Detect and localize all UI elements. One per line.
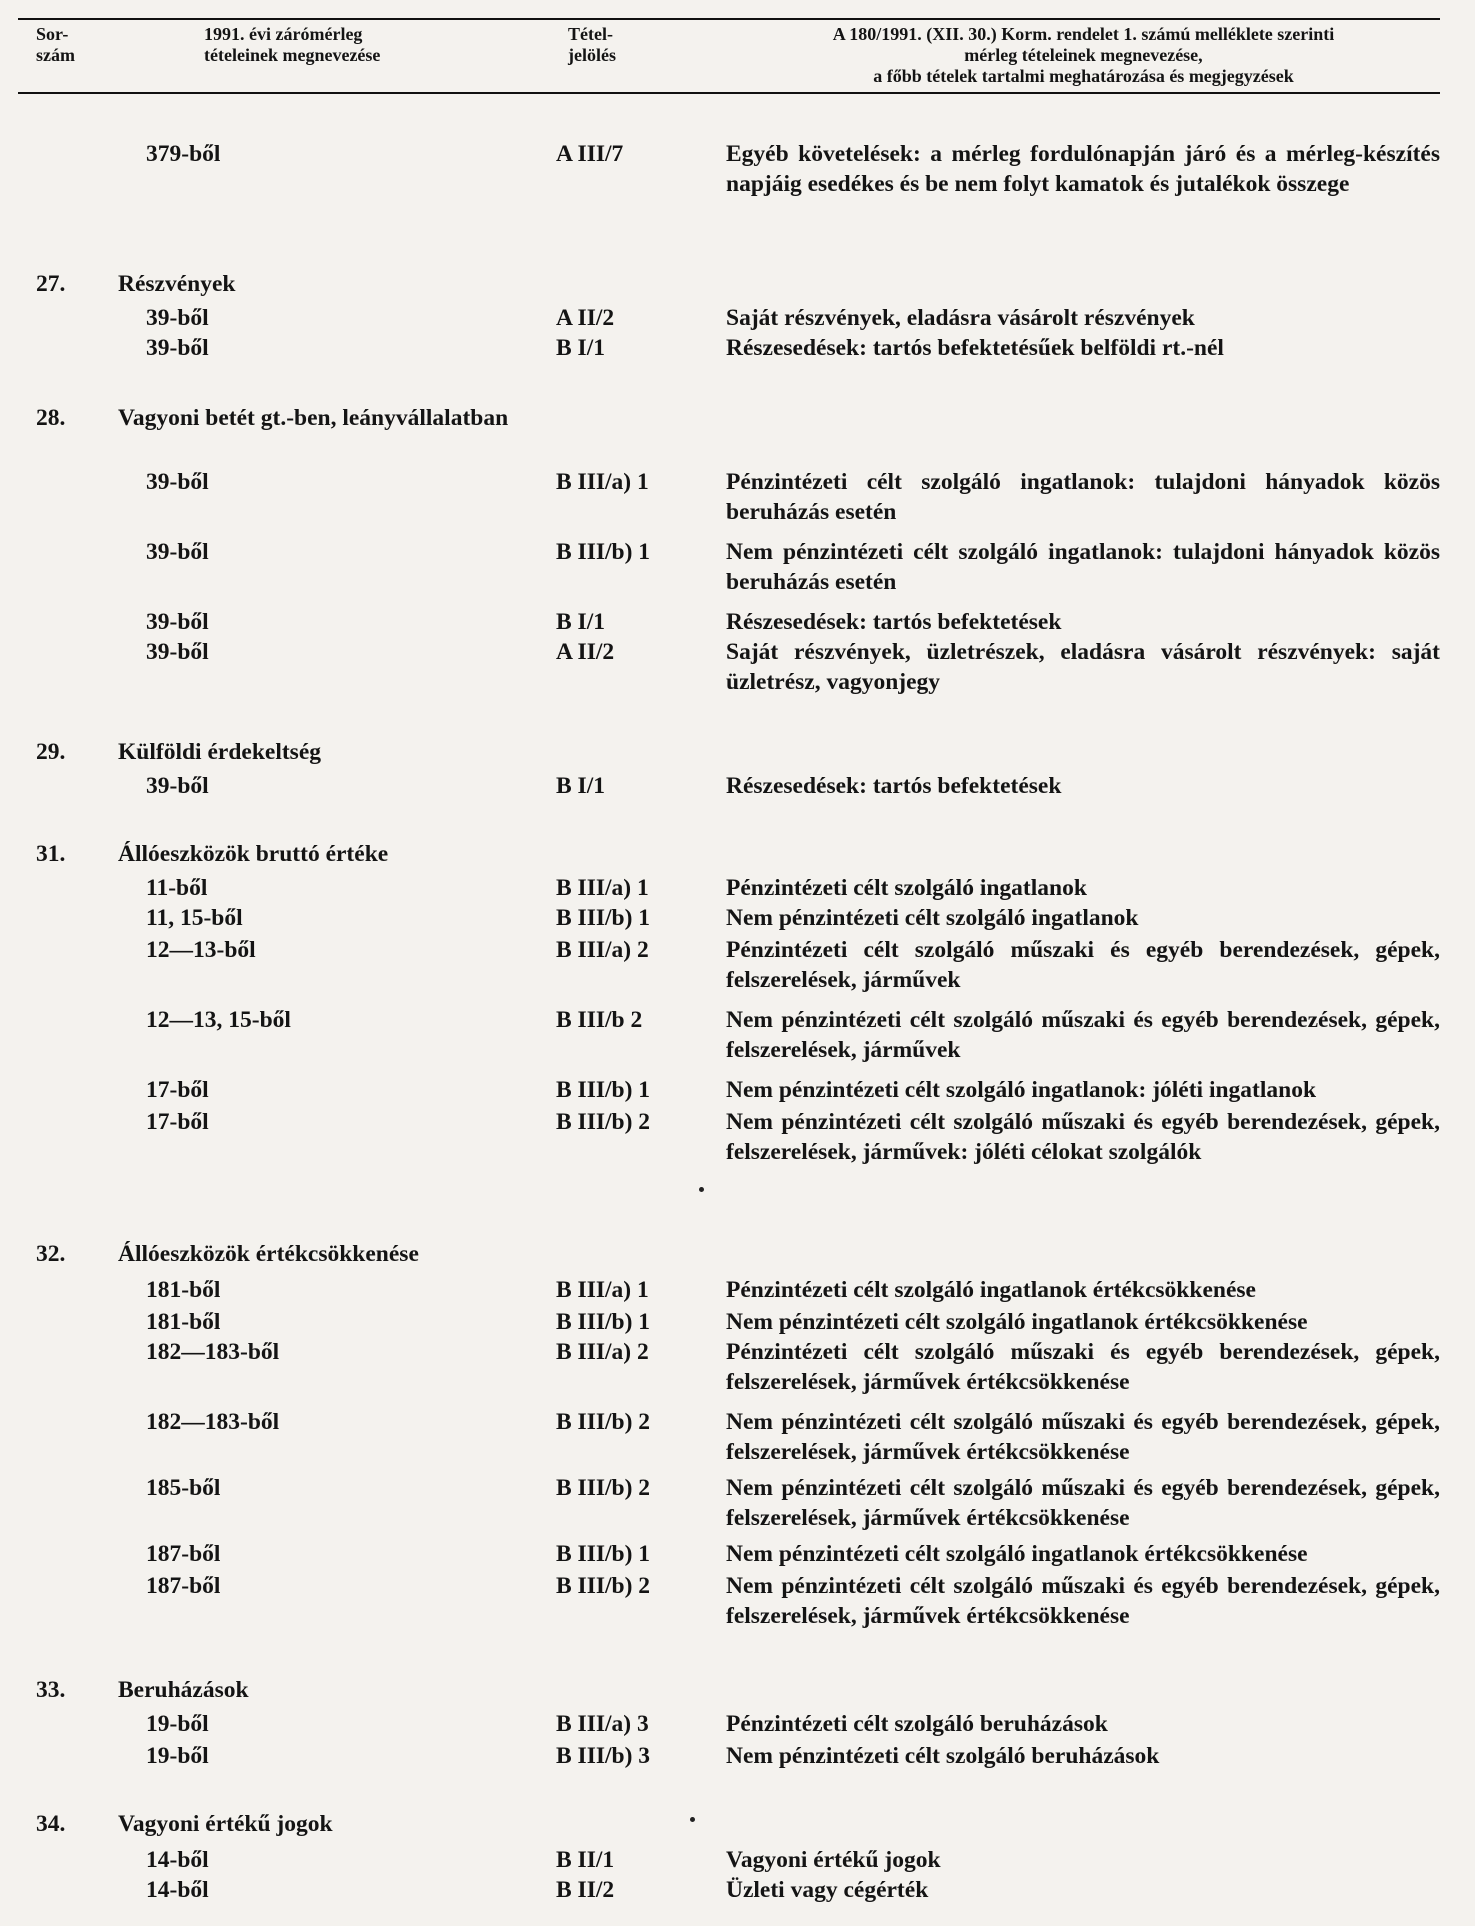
source-account: 12—13-ből	[146, 937, 256, 963]
section-title: Beruházások	[118, 1677, 249, 1703]
section-title: Állóeszközök bruttó értéke	[118, 841, 389, 867]
source-account: 14-ből	[146, 1847, 209, 1873]
item-description: Vagyoni értékű jogok	[726, 1847, 941, 1873]
source-account: 11, 15-ből	[146, 905, 243, 931]
source-account: 182—183-ből	[146, 1409, 280, 1435]
item-code: B III/a) 1	[556, 469, 649, 495]
item-description: Nem pénzintézeti célt szolgáló műszaki és egyéb berendezések, gépek, felszerelések, járművek értékcsökkenése	[726, 1475, 1440, 1531]
source-account: 39-ből	[146, 335, 209, 361]
header-col1-line1: Sor-	[36, 24, 69, 44]
section-title: Vagyoni értékű jogok	[118, 1811, 333, 1837]
item-description: Nem pénzintézeti célt szolgáló műszaki és egyéb berendezések, gépek, felszerelések, járművek értékcsökkenése	[726, 1409, 1440, 1465]
header-col4-line3: a főbb tételek tartalmi meghatározása és megjegyzések	[873, 66, 1294, 86]
item-description: Pénzintézeti célt szolgáló műszaki és egyéb berendezések, gépek, felszerelések, járművek	[726, 937, 1440, 993]
section-number: 32.	[36, 1241, 66, 1267]
item-code: B III/b) 1	[556, 539, 651, 565]
item-description: Saját részvények, eladásra vásárolt részvények	[726, 305, 1195, 331]
item-code: B III/b) 2	[556, 1409, 651, 1435]
section-title: Részvények	[118, 271, 236, 297]
item-code: B III/b) 2	[556, 1109, 651, 1135]
item-description: Nem pénzintézeti célt szolgáló ingatlanok: tulajdoni hányadok közös beruházás esetén	[726, 539, 1440, 595]
source-account: 19-ből	[146, 1711, 209, 1737]
source-account: 17-ből	[146, 1109, 209, 1135]
header-col2-line2: tételeinek megnevezése	[204, 45, 381, 65]
item-description: Üzleti vagy cégérték	[726, 1877, 929, 1903]
source-account: 17-ből	[146, 1077, 209, 1103]
item-code: B III/b) 1	[556, 905, 651, 931]
item-code: B I/1	[556, 609, 605, 635]
source-account: 39-ből	[146, 539, 209, 565]
item-description: Egyéb követelések: a mérleg fordulónapján járó és a mérleg-készítés napjáig esedékes és be nem folyt kamatok és jutalékok összege	[726, 141, 1440, 197]
item-description: Nem pénzintézeti célt szolgáló beruházások	[726, 1743, 1160, 1769]
section-title: Állóeszközök értékcsökkenése	[118, 1241, 419, 1267]
source-account: 14-ből	[146, 1877, 209, 1903]
header-serial-number	[36, 24, 146, 66]
item-code: B III/b) 3	[556, 1743, 651, 1769]
section-number: 27.	[36, 271, 66, 297]
item-code: B II/1	[556, 1847, 615, 1873]
item-code: B I/1	[556, 773, 605, 799]
item-code: B III/b) 2	[556, 1475, 651, 1501]
source-account: 182—183-ből	[146, 1339, 280, 1365]
item-description: Nem pénzintézeti célt szolgáló műszaki és egyéb berendezések, gépek, felszerelések, járművek értékcsökkenése	[726, 1573, 1440, 1629]
ink-speck	[690, 1817, 695, 1822]
source-account: 185-ből	[146, 1475, 221, 1501]
item-code: B III/a) 1	[556, 875, 649, 901]
item-description: Pénzintézeti célt szolgáló ingatlanok: tulajdoni hányadok közös beruházás esetén	[726, 469, 1440, 525]
item-description: Pénzintézeti célt szolgáló beruházások	[726, 1711, 1108, 1737]
item-code: B III/a) 2	[556, 937, 649, 963]
header-item-code	[568, 24, 708, 66]
item-description: Nem pénzintézeti célt szolgáló műszaki és egyéb berendezések, gépek, felszerelések, járművek	[726, 1007, 1440, 1063]
item-description: Részesedések: tartós befektetések	[726, 773, 1062, 799]
source-account: 181-ből	[146, 1309, 221, 1335]
source-account: 39-ből	[146, 773, 209, 799]
item-description: Pénzintézeti célt szolgáló műszaki és egyéb berendezések, gépek, felszerelések, járművek értékcsökkenése	[726, 1339, 1440, 1395]
item-description: Részesedések: tartós befektetésűek belföldi rt.-nél	[726, 335, 1224, 361]
section-number: 29.	[36, 739, 66, 765]
item-code: A II/2	[556, 305, 615, 331]
item-code: B I/1	[556, 335, 605, 361]
header-col2-line1: 1991. évi zárómérleg	[204, 24, 363, 44]
ink-speck	[699, 1187, 704, 1192]
header-item-name	[204, 24, 564, 66]
item-code: B II/2	[556, 1877, 615, 1903]
section-number: 33.	[36, 1677, 66, 1703]
source-account: 39-ből	[146, 469, 209, 495]
source-account: 187-ből	[146, 1541, 221, 1567]
item-code: B III/b) 1	[556, 1309, 651, 1335]
header-rule	[18, 92, 1440, 94]
item-description: Nem pénzintézeti célt szolgáló ingatlanok	[726, 905, 1139, 931]
item-description: Pénzintézeti célt szolgáló ingatlanok értékcsökkenése	[726, 1277, 1256, 1303]
item-code: B III/a) 2	[556, 1339, 649, 1365]
item-description: Nem pénzintézeti célt szolgáló műszaki és egyéb berendezések, gépek, felszerelések, járművek: jóléti célokat szolgálók	[726, 1109, 1440, 1165]
section-number: 31.	[36, 841, 66, 867]
item-description: Nem pénzintézeti célt szolgáló ingatlanok: jóléti ingatlanok	[726, 1077, 1317, 1103]
header-regulation	[726, 24, 1441, 87]
item-description: Pénzintézeti célt szolgáló ingatlanok	[726, 875, 1087, 901]
source-account: 379-ből	[146, 141, 221, 167]
source-account: 39-ből	[146, 609, 209, 635]
header-col3-line1: Tétel-	[568, 24, 613, 44]
header-col1-line2: szám	[36, 45, 75, 65]
section-number: 28.	[36, 405, 66, 431]
item-code: B III/b) 2	[556, 1573, 651, 1599]
source-account: 19-ből	[146, 1743, 209, 1769]
item-code: B III/a) 1	[556, 1277, 649, 1303]
item-description: Nem pénzintézeti célt szolgáló ingatlanok értékcsökkenése	[726, 1541, 1308, 1567]
source-account: 11-ből	[146, 875, 208, 901]
top-rule	[18, 18, 1440, 20]
item-code: B III/b) 1	[556, 1541, 651, 1567]
source-account: 187-ből	[146, 1573, 221, 1599]
source-account: 12—13, 15-ből	[146, 1007, 291, 1033]
source-account: 39-ből	[146, 639, 209, 665]
source-account: 39-ből	[146, 305, 209, 331]
source-account: 181-ből	[146, 1277, 221, 1303]
item-description: Nem pénzintézeti célt szolgáló ingatlanok értékcsökkenése	[726, 1309, 1308, 1335]
header-col4-line2: mérleg tételeinek megnevezése,	[964, 45, 1203, 65]
item-code: A II/2	[556, 639, 615, 665]
section-title: Külföldi érdekeltség	[118, 739, 321, 765]
item-code: B III/a) 3	[556, 1711, 649, 1737]
item-description: Saját részvények, üzletrészek, eladásra vásárolt részvények: saját üzletrész, vagyonjegy	[726, 639, 1440, 695]
item-description: Részesedések: tartós befektetések	[726, 609, 1062, 635]
header-col4-line1: A 180/1991. (XII. 30.) Korm. rendelet 1. számú melléklete szerinti	[832, 24, 1335, 44]
section-number: 34.	[36, 1811, 66, 1837]
header-col3-line2: jelölés	[568, 45, 616, 65]
item-code: A III/7	[556, 141, 624, 167]
section-title: Vagyoni betét gt.-ben, leányvállalatban	[118, 405, 509, 431]
item-code: B III/b) 1	[556, 1077, 651, 1103]
item-code: B III/b 2	[556, 1007, 643, 1033]
